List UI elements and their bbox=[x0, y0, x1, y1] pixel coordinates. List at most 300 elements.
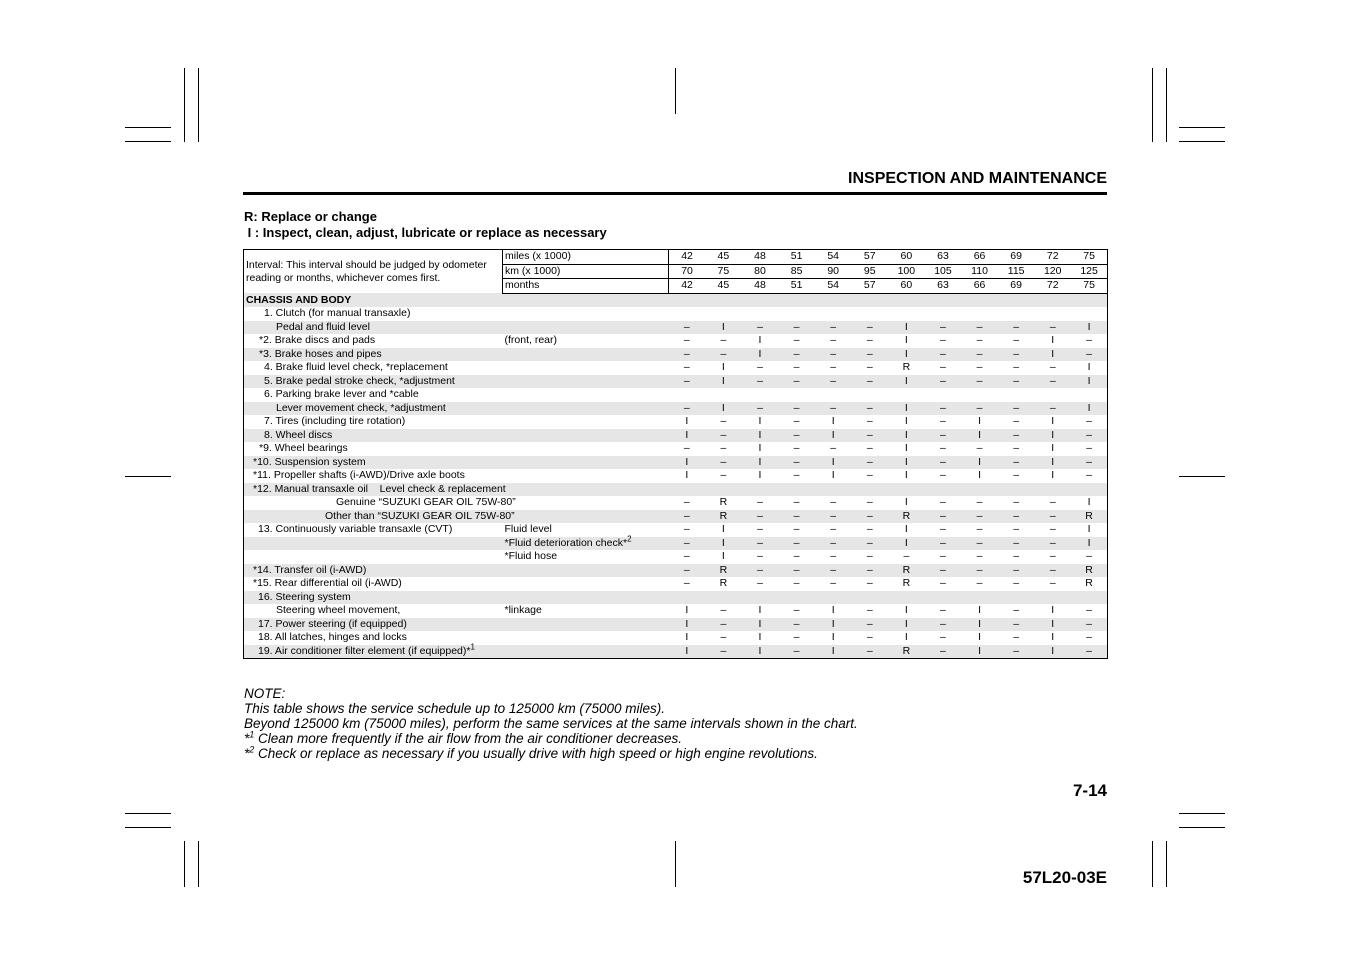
schedule-value: – bbox=[815, 402, 852, 416]
interval-value: 60 bbox=[888, 279, 925, 294]
schedule-value: – bbox=[720, 334, 727, 347]
schedule-value: – bbox=[683, 496, 690, 509]
schedule-value: – bbox=[940, 550, 946, 563]
note-heading: NOTE: bbox=[244, 686, 286, 701]
item-cell bbox=[244, 523, 503, 537]
schedule-value: – bbox=[793, 577, 800, 590]
schedule-value: I bbox=[758, 415, 762, 428]
schedule-value: – bbox=[976, 361, 983, 374]
schedule-value: R bbox=[902, 361, 911, 374]
schedule-value: I bbox=[888, 456, 925, 470]
schedule-value: – bbox=[793, 442, 800, 455]
item-cell bbox=[244, 307, 503, 321]
schedule-value bbox=[1034, 388, 1071, 402]
interval-value: 66 bbox=[961, 250, 998, 265]
schedule-value: – bbox=[998, 537, 1035, 551]
interval-label: Interval: This interval should be judged by odometer reading or months, whichever comes first. bbox=[244, 250, 503, 294]
interval-value: 75 bbox=[1071, 250, 1108, 265]
item-label: Other than “SUZUKI GEAR OIL 75W-80” bbox=[325, 509, 515, 522]
schedule-value: – bbox=[866, 496, 873, 509]
schedule-row bbox=[244, 577, 1108, 591]
detail-label: *Fluid hose bbox=[504, 550, 558, 563]
interval-value: 95 bbox=[851, 264, 888, 279]
schedule-value: I bbox=[705, 402, 742, 416]
schedule-value bbox=[669, 307, 706, 321]
schedule-value: I bbox=[904, 469, 908, 482]
schedule-value: – bbox=[903, 550, 910, 563]
schedule-value bbox=[961, 307, 998, 321]
schedule-value: – bbox=[851, 510, 888, 524]
schedule-value: – bbox=[778, 375, 815, 389]
schedule-value: – bbox=[940, 361, 946, 374]
schedule-value: – bbox=[998, 618, 1035, 632]
schedule-value: – bbox=[1086, 469, 1092, 482]
schedule-value bbox=[778, 591, 815, 605]
footnote-text: Check or replace as necessary if you usually drive with high speed or high engine revolutions. bbox=[254, 746, 818, 761]
interval-value: 70 bbox=[669, 264, 706, 279]
schedule-value: – bbox=[742, 564, 779, 578]
schedule-value: I bbox=[758, 442, 762, 455]
schedule-value bbox=[851, 388, 888, 402]
schedule-value: – bbox=[998, 429, 1035, 443]
schedule-value: – bbox=[976, 550, 983, 563]
crop-mark bbox=[675, 841, 676, 887]
schedule-value: I bbox=[815, 429, 852, 443]
schedule-value: – bbox=[940, 469, 946, 482]
schedule-value bbox=[815, 591, 852, 605]
schedule-value: – bbox=[961, 537, 998, 551]
schedule-row bbox=[244, 334, 1108, 348]
schedule-value: I bbox=[1071, 402, 1108, 416]
schedule-value: – bbox=[830, 496, 837, 509]
schedule-value: I bbox=[685, 604, 689, 617]
item-label: 5. Brake pedal stroke check, *adjustment bbox=[264, 374, 455, 387]
interval-value: 80 bbox=[742, 264, 779, 279]
schedule-value: I bbox=[758, 469, 762, 482]
schedule-value: – bbox=[925, 402, 962, 416]
unit-label: km (x 1000) bbox=[503, 264, 669, 279]
schedule-value: I bbox=[1034, 429, 1071, 443]
schedule-value bbox=[998, 307, 1035, 321]
schedule-value: – bbox=[961, 375, 998, 389]
schedule-value: I bbox=[888, 429, 925, 443]
schedule-value bbox=[851, 591, 888, 605]
detail-cell bbox=[503, 604, 669, 618]
section-title: INSPECTION AND MAINTENANCE bbox=[848, 170, 1107, 187]
schedule-value bbox=[888, 483, 925, 497]
schedule-value: – bbox=[815, 348, 852, 362]
footnote-ref: 1 bbox=[470, 642, 475, 652]
schedule-value: – bbox=[830, 523, 837, 536]
schedule-row bbox=[244, 307, 1108, 321]
schedule-value: – bbox=[705, 348, 742, 362]
schedule-value: – bbox=[793, 496, 800, 509]
schedule-value: I bbox=[742, 348, 779, 362]
schedule-value: I bbox=[705, 537, 742, 551]
interval-value: 75 bbox=[705, 264, 742, 279]
schedule-value: – bbox=[851, 375, 888, 389]
schedule-value: – bbox=[925, 456, 962, 470]
schedule-row bbox=[244, 496, 1108, 510]
schedule-value: R bbox=[1071, 510, 1108, 524]
schedule-value: – bbox=[742, 375, 779, 389]
schedule-value bbox=[705, 591, 742, 605]
item-label: *15. Rear differential oil (i-AWD) bbox=[253, 577, 402, 590]
schedule-value: I bbox=[831, 604, 835, 617]
schedule-value: – bbox=[1034, 375, 1071, 389]
item-cell bbox=[244, 564, 503, 578]
schedule-value: I bbox=[758, 631, 762, 644]
note-line: This table shows the service schedule up to 125000 km (75000 miles). bbox=[244, 701, 665, 716]
item-cell bbox=[244, 415, 503, 429]
schedule-value: – bbox=[778, 564, 815, 578]
schedule-value bbox=[742, 388, 779, 402]
schedule-value: – bbox=[998, 402, 1035, 416]
schedule-value bbox=[778, 307, 815, 321]
item-cell bbox=[244, 361, 503, 375]
schedule-value: – bbox=[940, 631, 946, 644]
detail-label: *linkage bbox=[504, 604, 542, 617]
schedule-row bbox=[244, 523, 1108, 537]
schedule-value: – bbox=[925, 321, 962, 335]
schedule-value: – bbox=[815, 510, 852, 524]
schedule-value bbox=[815, 483, 852, 497]
schedule-value: – bbox=[1049, 523, 1056, 536]
schedule-value: – bbox=[940, 334, 946, 347]
crop-mark bbox=[125, 476, 171, 477]
schedule-value: – bbox=[1086, 334, 1092, 347]
schedule-value: – bbox=[757, 577, 763, 590]
schedule-row bbox=[244, 631, 1108, 645]
schedule-row bbox=[244, 604, 1108, 618]
schedule-value: – bbox=[830, 577, 837, 590]
schedule-value: I bbox=[978, 415, 981, 428]
schedule-value: – bbox=[851, 537, 888, 551]
schedule-value: – bbox=[793, 415, 800, 428]
schedule-value: – bbox=[815, 321, 852, 335]
schedule-value: – bbox=[866, 631, 873, 644]
item-label: Steering wheel movement, bbox=[276, 604, 401, 617]
schedule-value: I bbox=[1034, 348, 1071, 362]
footnote-number: 2 bbox=[249, 744, 255, 755]
detail-cell bbox=[503, 496, 669, 510]
schedule-row bbox=[244, 375, 1108, 389]
schedule-value: – bbox=[851, 429, 888, 443]
item-label: 18. All latches, hinges and locks bbox=[258, 631, 407, 644]
schedule-value: – bbox=[925, 429, 962, 443]
schedule-value bbox=[851, 483, 888, 497]
item-label: Pedal and fluid level bbox=[276, 320, 370, 333]
detail-label: *Fluid deterioration check* bbox=[504, 536, 628, 549]
schedule-row bbox=[244, 388, 1108, 402]
schedule-value: – bbox=[705, 618, 742, 632]
schedule-value: – bbox=[778, 510, 815, 524]
item-cell bbox=[244, 456, 503, 470]
crop-mark bbox=[125, 127, 171, 128]
item-cell bbox=[244, 631, 503, 645]
schedule-row bbox=[244, 348, 1108, 362]
schedule-value: – bbox=[925, 564, 962, 578]
detail-cell bbox=[503, 534, 669, 551]
schedule-value: I bbox=[742, 618, 779, 632]
schedule-value: I bbox=[1051, 469, 1055, 482]
schedule-value: – bbox=[778, 537, 815, 551]
item-cell bbox=[244, 482, 506, 497]
interval-value: 75 bbox=[1071, 279, 1108, 294]
item-cell bbox=[244, 334, 503, 348]
schedule-value: – bbox=[998, 375, 1035, 389]
item-label: Lever movement check, *adjustment bbox=[276, 401, 446, 414]
schedule-value bbox=[925, 483, 962, 497]
schedule-row bbox=[244, 321, 1108, 335]
schedule-value: – bbox=[866, 577, 873, 590]
detail-cell bbox=[503, 321, 669, 335]
interval-value: 69 bbox=[998, 279, 1035, 294]
detail-cell bbox=[503, 523, 669, 537]
item-label: *12. Manual transaxle oil Level check & replacement bbox=[253, 482, 506, 495]
crop-mark bbox=[1152, 841, 1153, 887]
schedule-value bbox=[888, 388, 925, 402]
interval-value: 72 bbox=[1034, 250, 1071, 265]
schedule-value bbox=[742, 483, 779, 497]
schedule-value bbox=[669, 591, 706, 605]
interval-value: 115 bbox=[998, 264, 1035, 279]
schedule-value: – bbox=[998, 348, 1035, 362]
schedule-value: I bbox=[705, 321, 742, 335]
schedule-value: I bbox=[1071, 375, 1108, 389]
detail-label: (front, rear) bbox=[504, 334, 558, 347]
schedule-value bbox=[961, 388, 998, 402]
schedule-value: – bbox=[851, 618, 888, 632]
interval-value: 63 bbox=[925, 279, 962, 294]
schedule-value: I bbox=[961, 645, 998, 659]
schedule-value: – bbox=[1086, 415, 1092, 428]
schedule-value: I bbox=[978, 469, 981, 482]
schedule-value: – bbox=[940, 442, 946, 455]
schedule-value: – bbox=[1013, 496, 1020, 509]
schedule-row bbox=[244, 483, 1108, 497]
detail-cell bbox=[503, 483, 669, 497]
interval-value: 125 bbox=[1071, 264, 1108, 279]
interval-value: 72 bbox=[1034, 279, 1071, 294]
footnote-ref: 2 bbox=[627, 534, 632, 544]
schedule-value: – bbox=[1013, 604, 1020, 617]
schedule-row bbox=[244, 361, 1108, 375]
schedule-value: I bbox=[904, 523, 908, 536]
interval-value: 57 bbox=[851, 279, 888, 294]
schedule-value: I bbox=[1087, 496, 1091, 509]
schedule-value bbox=[1034, 307, 1071, 321]
schedule-value: – bbox=[757, 496, 763, 509]
schedule-value: – bbox=[1013, 523, 1020, 536]
crop-mark bbox=[198, 68, 199, 142]
interval-value: 100 bbox=[888, 264, 925, 279]
schedule-value: – bbox=[1034, 564, 1071, 578]
interval-value: 63 bbox=[925, 250, 962, 265]
item-cell bbox=[244, 321, 503, 335]
schedule-value: I bbox=[904, 334, 908, 347]
schedule-value: – bbox=[778, 429, 815, 443]
schedule-value: – bbox=[793, 469, 800, 482]
schedule-row bbox=[244, 550, 1108, 564]
schedule-value: I bbox=[1034, 645, 1071, 659]
schedule-value: – bbox=[1049, 577, 1056, 590]
detail-cell bbox=[503, 361, 669, 375]
note-line: Beyond 125000 km (75000 miles), perform the same services at the same intervals shown in the chart. bbox=[244, 716, 858, 731]
schedule-value bbox=[1034, 483, 1071, 497]
schedule-value: – bbox=[961, 348, 998, 362]
detail-cell bbox=[503, 429, 669, 443]
crop-mark bbox=[198, 841, 199, 887]
schedule-value: – bbox=[669, 564, 706, 578]
schedule-value: I bbox=[831, 631, 835, 644]
item-label: *14. Transfer oil (i-AWD) bbox=[253, 563, 367, 576]
schedule-value: – bbox=[1034, 537, 1071, 551]
schedule-value: – bbox=[866, 361, 873, 374]
schedule-value: – bbox=[669, 348, 706, 362]
schedule-value: I bbox=[758, 334, 762, 347]
interval-value: 54 bbox=[815, 250, 852, 265]
footnote-mark: * bbox=[244, 731, 250, 746]
schedule-value: – bbox=[1086, 550, 1092, 563]
schedule-value bbox=[1071, 307, 1108, 321]
schedule-row bbox=[244, 456, 1108, 470]
item-label: 7. Tires (including tire rotation) bbox=[264, 415, 406, 428]
interval-value: 48 bbox=[742, 250, 779, 265]
schedule-value bbox=[815, 307, 852, 321]
item-cell bbox=[244, 375, 503, 389]
schedule-value: – bbox=[976, 334, 983, 347]
schedule-value bbox=[1071, 591, 1108, 605]
schedule-value bbox=[742, 307, 779, 321]
schedule-value: – bbox=[830, 550, 837, 563]
schedule-value: – bbox=[998, 564, 1035, 578]
schedule-value: – bbox=[961, 564, 998, 578]
item-cell bbox=[244, 348, 503, 362]
schedule-value: I bbox=[888, 348, 925, 362]
item-label: *9. Wheel bearings bbox=[259, 442, 348, 455]
schedule-value: – bbox=[866, 550, 873, 563]
schedule-value: – bbox=[705, 456, 742, 470]
schedule-row bbox=[244, 645, 1108, 659]
schedule-value: – bbox=[669, 375, 706, 389]
schedule-value: R bbox=[1085, 577, 1093, 590]
crop-mark bbox=[125, 141, 171, 142]
schedule-value: I bbox=[669, 429, 706, 443]
schedule-value: I bbox=[1034, 456, 1071, 470]
schedule-value bbox=[705, 388, 742, 402]
interval-value: 42 bbox=[669, 279, 706, 294]
schedule-value: – bbox=[778, 456, 815, 470]
crop-mark bbox=[1179, 476, 1225, 477]
schedule-rows bbox=[244, 293, 1108, 659]
schedule-value: – bbox=[976, 523, 983, 536]
schedule-value: R bbox=[888, 564, 925, 578]
schedule-value: I bbox=[1051, 442, 1055, 455]
schedule-value bbox=[742, 591, 779, 605]
schedule-value: I bbox=[685, 469, 689, 482]
item-cell bbox=[244, 496, 516, 510]
schedule-value bbox=[888, 591, 925, 605]
interval-value: 105 bbox=[925, 264, 962, 279]
detail-cell bbox=[503, 564, 669, 578]
schedule-value: I bbox=[815, 645, 852, 659]
schedule-value: – bbox=[976, 496, 983, 509]
schedule-value: – bbox=[793, 550, 800, 563]
schedule-value: – bbox=[1013, 577, 1020, 590]
schedule-value bbox=[815, 388, 852, 402]
item-cell bbox=[244, 618, 503, 632]
schedule-row bbox=[244, 429, 1108, 443]
schedule-row bbox=[244, 591, 1108, 605]
interval-value: 60 bbox=[888, 250, 925, 265]
schedule-value: – bbox=[925, 510, 962, 524]
schedule-value: – bbox=[793, 361, 800, 374]
detail-cell bbox=[503, 456, 669, 470]
detail-cell bbox=[503, 402, 669, 416]
detail-cell bbox=[503, 442, 669, 456]
schedule-value: – bbox=[1071, 348, 1108, 362]
schedule-value: I bbox=[742, 645, 779, 659]
schedule-value: – bbox=[940, 577, 946, 590]
notes bbox=[244, 686, 858, 761]
crop-mark bbox=[125, 827, 171, 828]
crop-mark bbox=[1179, 827, 1225, 828]
schedule-value bbox=[961, 591, 998, 605]
schedule-value: – bbox=[815, 375, 852, 389]
detail-cell bbox=[503, 307, 669, 321]
schedule-value: I bbox=[904, 631, 908, 644]
schedule-value: – bbox=[851, 402, 888, 416]
maintenance-schedule-table bbox=[243, 249, 1108, 659]
schedule-value: I bbox=[1087, 523, 1091, 536]
schedule-value: I bbox=[721, 523, 725, 536]
schedule-value: – bbox=[720, 469, 727, 482]
item-label: *11. Propeller shafts (i-AWD)/Drive axle boots bbox=[253, 469, 465, 482]
interval-value: 120 bbox=[1034, 264, 1071, 279]
schedule-value: – bbox=[669, 321, 706, 335]
schedule-value: – bbox=[669, 402, 706, 416]
schedule-value: I bbox=[669, 456, 706, 470]
interval-value: 85 bbox=[778, 264, 815, 279]
schedule-value bbox=[1071, 388, 1108, 402]
detail-cell bbox=[503, 375, 669, 389]
schedule-value: – bbox=[998, 321, 1035, 335]
schedule-value: – bbox=[830, 442, 837, 455]
schedule-row bbox=[244, 618, 1108, 632]
interval-value: 66 bbox=[961, 279, 998, 294]
item-label: *2. Brake discs and pads bbox=[259, 334, 376, 347]
item-cell bbox=[244, 442, 503, 456]
schedule-value: R bbox=[1071, 564, 1108, 578]
item-cell bbox=[244, 577, 503, 591]
item-label: 19. Air conditioner filter element (if equipped)* bbox=[258, 644, 471, 657]
item-cell bbox=[244, 550, 503, 564]
schedule-value: – bbox=[793, 334, 800, 347]
schedule-value: – bbox=[778, 645, 815, 659]
schedule-value: – bbox=[1013, 550, 1020, 563]
schedule-value: – bbox=[1071, 645, 1108, 659]
schedule-value: – bbox=[925, 375, 962, 389]
schedule-value: – bbox=[1013, 469, 1020, 482]
schedule-value bbox=[888, 307, 925, 321]
schedule-value: – bbox=[830, 334, 837, 347]
schedule-value: – bbox=[778, 402, 815, 416]
schedule-value: – bbox=[683, 442, 690, 455]
schedule-value: – bbox=[925, 348, 962, 362]
schedule-value: – bbox=[720, 442, 727, 455]
schedule-value: I bbox=[831, 469, 835, 482]
